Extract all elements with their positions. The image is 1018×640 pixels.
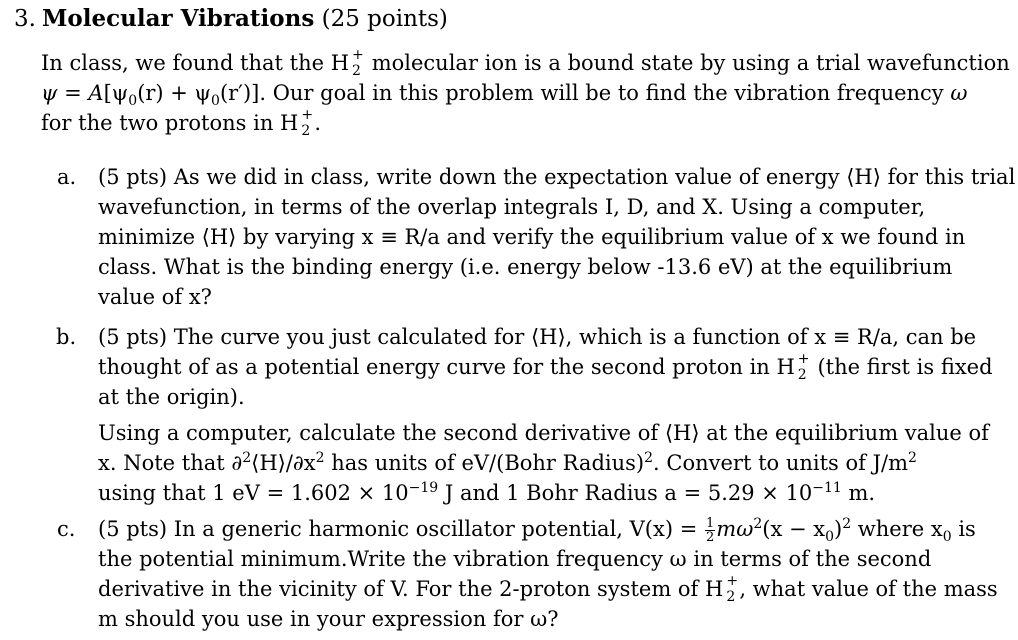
item-a-line-5: value of x? bbox=[98, 285, 212, 309]
problem-heading bbox=[14, 4, 448, 34]
intro-paragraph bbox=[41, 48, 1010, 138]
item-c-line-3: derivative in the vicinity of V. For the 2-proton system of H + 2 , what value of the mass bbox=[98, 573, 998, 605]
item-b-line-2: thought of as a potential energy curve for the second proton in H + 2 (the first is fixed bbox=[98, 351, 993, 383]
item-b-paragraph-2 bbox=[98, 418, 989, 508]
item-c-line-4: m should you use in your expression for ω? bbox=[98, 607, 559, 631]
item-a-marker: a. bbox=[57, 165, 77, 189]
item-c-marker: c. bbox=[57, 517, 76, 541]
item-b-line-1: (5 pts) The curve you just calculated for ⟨H⟩, which is a function of x ≡ R/a, can be bbox=[98, 325, 977, 349]
item-b2-line-2: x. Note that $\partial^2⟨H⟩/\partial x^2$ has units of eV/(Bohr Radius)$^2$. Convert to units of $J/m^2$ bbox=[98, 450, 917, 475]
item-a-line-3: minimize ⟨H⟩ by varying x ≡ R/a and verify the equilibrium value of x we found in bbox=[98, 225, 966, 249]
item-a-line-4: class. What is the binding energy (i.e. energy below -13.6 eV) at the equilibrium bbox=[98, 255, 953, 279]
intro-line-3: for the two protons in H + 2 . bbox=[41, 107, 322, 139]
item-c-line-1: (5 pts) In a generic harmonic oscillator potential, V(x) = $\frac{1}{2}$ $m\omega^2(x - x_0)^2$ where $x_0$ is bbox=[98, 516, 976, 546]
item-c-text bbox=[98, 514, 998, 634]
problem-number: 3. bbox=[14, 6, 36, 32]
intro-line-1: In class, we found that the H + 2 molecular ion is a bound state by using a trial wavefunction bbox=[41, 47, 1010, 79]
item-b-marker: b. bbox=[56, 325, 77, 349]
problem-title: Molecular Vibrations bbox=[41, 5, 315, 32]
item-b-text bbox=[98, 322, 993, 412]
item-a-text bbox=[98, 162, 1015, 312]
one-half-fraction: $\frac{1}{2}$ bbox=[706, 516, 715, 545]
item-c-line-2: the potential minimum.Write the vibration frequency ω in terms of the second bbox=[98, 547, 932, 571]
item-b-line-3: at the origin). bbox=[98, 385, 245, 409]
item-b2-line-3: using that 1 eV = $1.602 \times 10^{-19}$ J and 1 Bohr Radius $a = 5.29 \times 10^{-11}$ m. bbox=[98, 480, 876, 505]
intro-line-2: $\psi = A[\psi_0(r) + \psi_0(r')]$. Our goal in this problem will be to find the vibration frequency ω bbox=[41, 81, 968, 110]
problem-points: (25 points) bbox=[321, 6, 448, 32]
item-a-line-2: wavefunction, in terms of the overlap integrals I, D, and X. Using a computer, bbox=[98, 195, 926, 219]
item-b2-line-1: Using a computer, calculate the second derivative of ⟨H⟩ at the equilibrium value of bbox=[98, 421, 989, 445]
item-a-line-1: (5 pts) As we did in class, write down the expectation value of energy ⟨H⟩ for this trial bbox=[98, 165, 1016, 189]
